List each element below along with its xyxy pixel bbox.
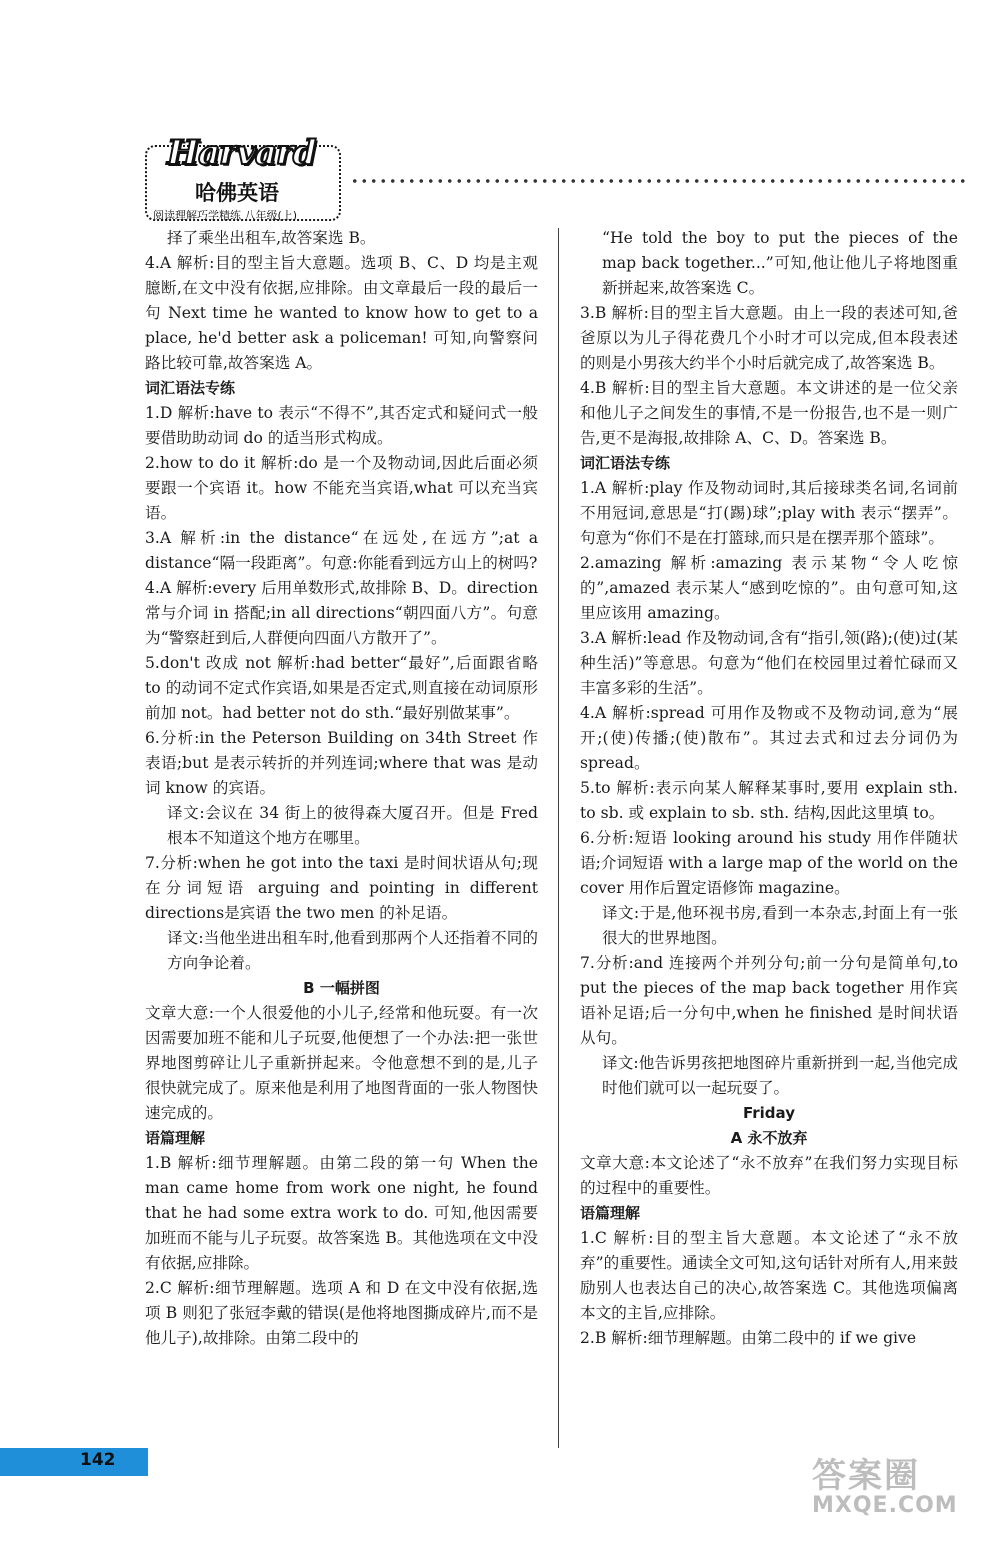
right-column-paragraph: 4.B 解析:目的型主旨大意题。本文讲述的是一位父亲和他儿子之间发生的事情,不是一份报告,也不是一则广告,更不是海报,故排除 A、C、D。答案选 B。 (580, 379, 958, 447)
right-column-paragraph: “He told the boy to put the pieces of the map back together...”可知,他让他儿子将地图重新拼起来,故答案选 C。 (602, 229, 958, 297)
right-column (580, 226, 958, 1351)
left-column-paragraph: 6.分析:in the Peterson Building on 34th Street 作表语;but 是表示转折的并列连词;where that was 是动词 know 的宾语。 (145, 729, 538, 797)
watermark-text-top: 答案圈 (812, 1456, 920, 1496)
right-column-paragraph: 1.A 解析:play 作及物动词时,其后接球类名词,名词前不用冠词,意思是“打(踢)球”;play with 表示“摆弄”。句意为“你们不是在打篮球,而只是在摆弄那个篮球”。 (580, 479, 958, 547)
left-column-paragraph: 2.how to do it 解析:do 是一个及物动词,因此后面必须要跟一个宾语 it。how 不能充当宾语,what 可以充当宾语。 (145, 454, 538, 522)
left-column-paragraph: 译文:当他坐进出租车时,他看到那两个人还指着不同的方向争论着。 (167, 929, 538, 972)
logo-subtitle: 阅读理解巧学精练 八年级(上) (153, 209, 298, 222)
right-column-paragraph: 3.A 解析:lead 作及物动词,含有“指引,领(路);(使)过(某种生活)”等意思。句意为“他们在校园里过着忙碌而又丰富多彩的生活”。 (580, 629, 958, 697)
left-column-paragraph: 4.A 解析:every 后用单数形式,故排除 B、D。direction 常与介词 in 搭配;in all directions“朝四面八方”。句意为“警察赶到后,人群便向四面八方散开了”。 (145, 579, 538, 647)
right-column-paragraph: Friday (742, 1104, 795, 1122)
left-column-paragraph: 4.A 解析:目的型主旨大意题。选项 B、C、D 均是主观臆断,在文中没有依据,应排除。由文章最后一段的最后一句 Next time he wanted to know how to get to a place, he'd better ask a policeman! 可知,向警察问路比较可靠,故答案选 A。 (145, 254, 538, 372)
left-column-paragraph: 3.A 解析:in the distance“在远处,在远方”;at a distance“隔一段距离”。句意:你能看到远方山上的树吗? (145, 529, 538, 572)
header-logo (145, 135, 345, 220)
right-column-paragraph: 5.to 解析:表示向某人解释某事时,要用 explain sth. to sb. 或 explain to sb. sth. 结构,因此这里填 to。 (580, 779, 958, 822)
left-column-paragraph: 择了乘坐出租车,故答案选 B。 (167, 229, 376, 247)
watermark-text-bottom: MXQE.COM (812, 1493, 958, 1518)
right-column-paragraph: 2.B 解析:细节理解题。由第二段中的 if we give (580, 1329, 917, 1347)
watermark-logo (812, 1448, 982, 1526)
right-column-paragraph: 译文:于是,他环视书房,看到一本杂志,封面上有一张很大的世界地图。 (602, 904, 958, 947)
right-column-paragraph: 3.B 解析:目的型主旨大意题。由上一段的表述可知,爸爸原以为儿子得花费几个小时才可以完成,但本段表述的则是小男孩大约半个小时后就完成了,故答案选 B。 (580, 304, 958, 372)
page-number: 142 (80, 1450, 116, 1470)
logo-chinese-title: 哈佛英语 (195, 181, 279, 205)
left-column-paragraph: 译文:会议在 34 街上的彼得森大厦召开。但是 Fred 根本不知道这个地方在哪里。 (167, 804, 538, 847)
right-column-paragraph: 4.A 解析:spread 可用作及物或不及物动词,意为“展开;(使)传播;(使)散布”。其过去式和过去分词仍为 spread。 (580, 704, 958, 772)
left-column-paragraph: 文章大意:一个人很爱他的小儿子,经常和他玩耍。有一次因需要加班不能和儿子玩耍,他便想了一个办法:把一张世界地图剪碎让儿子重新拼起来。令他意想不到的是,儿子很快就完成了。原来他是利用了地图背面的一张人物图快速完成的。 (145, 1004, 538, 1122)
left-column-paragraph: 词汇语法专练 (145, 379, 236, 397)
left-column-paragraph: 1.B 解析:细节理解题。由第二段的第一句 When the man came home from work one night, he found that he had some extra work to do. 可知,他因需要加班而不能与儿子玩耍。故答案选 B。其他选项在文中没有依据,应排除。 (145, 1154, 538, 1272)
right-column-paragraph: 语篇理解 (580, 1204, 641, 1222)
right-column-paragraph: 词汇语法专练 (580, 454, 671, 472)
logo-wordmark: Harvard (167, 133, 316, 173)
left-column-paragraph: 语篇理解 (145, 1129, 206, 1147)
left-column-paragraph: 1.D 解析:have to 表示“不得不”,其否定式和疑问式一般要借助助动词 do 的适当形式构成。 (145, 404, 538, 447)
left-column-paragraph: B 一幅拼图 (303, 979, 380, 997)
left-column (145, 226, 538, 1351)
left-column-paragraph: 5.don't 改成 not 解析:had better“最好”,后面跟省略 to 的动词不定式作宾语,如果是否定式,则直接在动词原形前加 not。had better not do sth.“最好别做某事”。 (145, 654, 538, 722)
column-divider (558, 228, 559, 1448)
right-column-paragraph: 译文:他告诉男孩把地图碎片重新拼到一起,当他完成时他们就可以一起玩耍了。 (602, 1054, 958, 1097)
page-number-tab (0, 1448, 148, 1476)
right-column-paragraph: 6.分析:短语 looking around his study 用作伴随状语;介词短语 with a large map of the world on the cover 用作后置定语修饰 magazine。 (580, 829, 958, 897)
header-dotted-rule (350, 177, 965, 185)
right-column-paragraph: 1.C 解析:目的型主旨大意题。本文论述了“永不放弃”的重要性。通读全文可知,这句话针对所有人,用来鼓励别人也表达自己的决心,故答案选 C。其他选项偏离本文的主旨,应排除。 (580, 1229, 958, 1322)
left-column-paragraph: 7.分析:when he got into the taxi 是时间状语从句;现在分词短语 arguing and pointing in different directions是宾语 the two men 的补足语。 (145, 854, 538, 922)
right-column-paragraph: A 永不放弃 (730, 1129, 808, 1147)
right-column-paragraph: 2.amazing 解析:amazing 表示某物“令人吃惊的”,amazed 表示某人“感到吃惊的”。由句意可知,这里应该用 amazing。 (580, 554, 958, 622)
right-column-paragraph: 文章大意:本文论述了“永不放弃”在我们努力实现目标的过程中的重要性。 (580, 1154, 958, 1197)
right-column-paragraph: 7.分析:and 连接两个并列分句;前一分句是简单句,to put the pieces of the map back together 用作宾语补足语;后一分句中,when he finished 是时间状语从句。 (580, 954, 958, 1047)
left-column-paragraph: 2.C 解析:细节理解题。选项 A 和 D 在文中没有依据,选项 B 则犯了张冠李戴的错误(是他将地图撕成碎片,而不是他儿子),故排除。由第二段中的 (145, 1279, 538, 1347)
logo-frame (145, 133, 341, 222)
